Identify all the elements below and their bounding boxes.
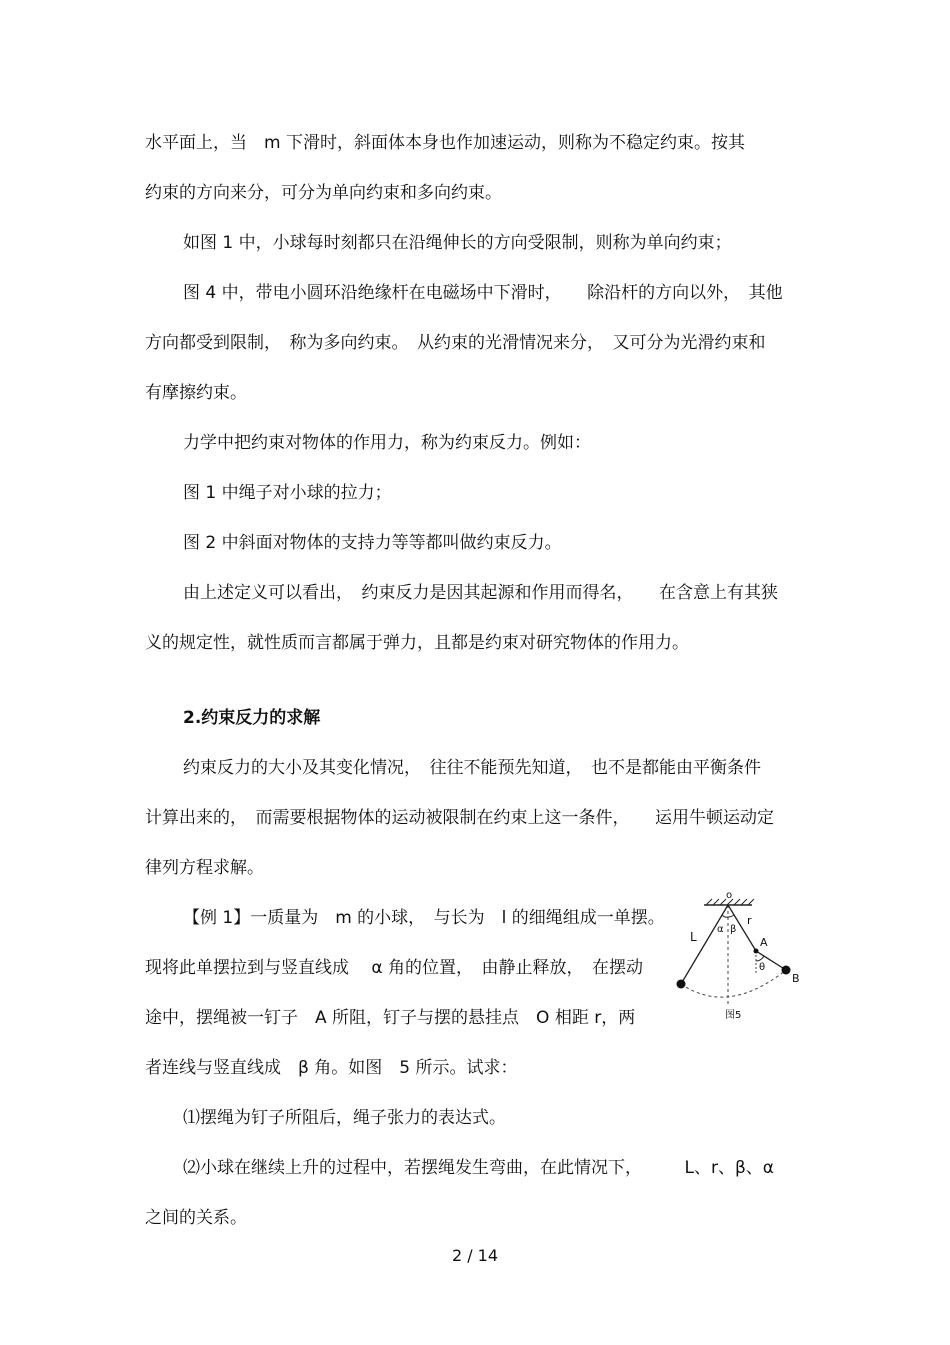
label-alpha: α xyxy=(717,924,724,935)
text-line: 图 1 中绳子对小球的拉力； xyxy=(183,483,392,503)
question-line: ⑴摆绳为钉子所阻后，绳子张力的表达式。 xyxy=(183,1108,506,1128)
label-a: A xyxy=(760,936,768,949)
alpha-arc xyxy=(722,915,728,917)
text-line: 方向都受到限制， 称为多向约束。 从约束的光滑情况来分， 又可分为光滑约束和 xyxy=(145,333,766,353)
text-line: 约束的方向来分，可分为单向约束和多向约束。 xyxy=(145,183,502,203)
nail-a xyxy=(754,949,759,954)
text-line: 水平面上，当 m 下滑时，斜面体本身也作加速运动，则称为不稳定约束。按其 xyxy=(145,133,745,153)
section-heading: 2.约束反力的求解 xyxy=(183,708,321,728)
label-b: B xyxy=(792,972,800,985)
question-line: ⑵小球在继续上升的过程中，若摆绳发生弯曲，在此情况下， L、r、β、α xyxy=(183,1158,775,1178)
label-theta: θ xyxy=(759,962,766,973)
text-line: 力学中把约束对物体的作用力，称为约束反力。例如： xyxy=(183,433,591,453)
text-line: 由上述定义可以看出， 约束反力是因其起源和作用而得名， 在含意上有其狭 xyxy=(183,583,778,603)
example-line: 现将此单摆拉到与竖直线成 α 角的位置， 由静止释放， 在摆动 xyxy=(145,958,644,978)
pendulum-diagram xyxy=(668,886,808,1026)
label-l: L xyxy=(690,930,697,944)
text-line: 计算出来的， 而需要根据物体的运动被限制在约束上这一条件， 运用牛顿运动定 xyxy=(145,808,774,828)
text-line: 图 4 中，带电小圆环沿绝缘杆在电磁场中下滑时， 除沿杆的方向以外， 其他 xyxy=(183,283,783,303)
page-number: 2 / 14 xyxy=(451,1246,499,1265)
ball-left xyxy=(677,980,686,989)
text-line: 图 2 中斜面对物体的支持力等等都叫做约束反力。 xyxy=(183,533,562,553)
example-line: 者连线与竖直线成 β 角。如图 5 所示。试求： xyxy=(145,1058,518,1078)
pendulum-figure xyxy=(668,886,808,1026)
ball-b xyxy=(782,966,791,975)
string-l xyxy=(681,905,728,984)
beta-arc xyxy=(728,915,734,917)
figure-caption: 图5 xyxy=(725,1010,742,1021)
example-line: 途中，摆绳被一钉子 A 所阻，钉子与摆的悬挂点 O 相距 r，两 xyxy=(145,1008,636,1028)
text-line: 有摩擦约束。 xyxy=(145,383,247,403)
text-line: 律列方程求解。 xyxy=(145,858,264,878)
text-line: 约束反力的大小及其变化情况， 往往不能预先知道， 也不是都能由平衡条件 xyxy=(183,758,761,778)
text-line: 义的规定性，就性质而言都属于弹力，且都是约束对研究物体的作用力。 xyxy=(145,633,689,653)
text-line: 如图 1 中，小球每时刻都只在沿绳伸长的方向受限制，则称为单向约束； xyxy=(183,233,732,253)
label-beta: β xyxy=(730,924,737,935)
label-o: o xyxy=(725,890,733,901)
theta-arc xyxy=(756,956,764,961)
label-r: r xyxy=(747,914,752,927)
example-line: 【例 1】一质量为 m 的小球， 与长为 l 的细绳组成一单摆。 xyxy=(183,908,665,928)
swing-arc xyxy=(681,970,786,997)
question-line: 之间的关系。 xyxy=(145,1208,247,1228)
